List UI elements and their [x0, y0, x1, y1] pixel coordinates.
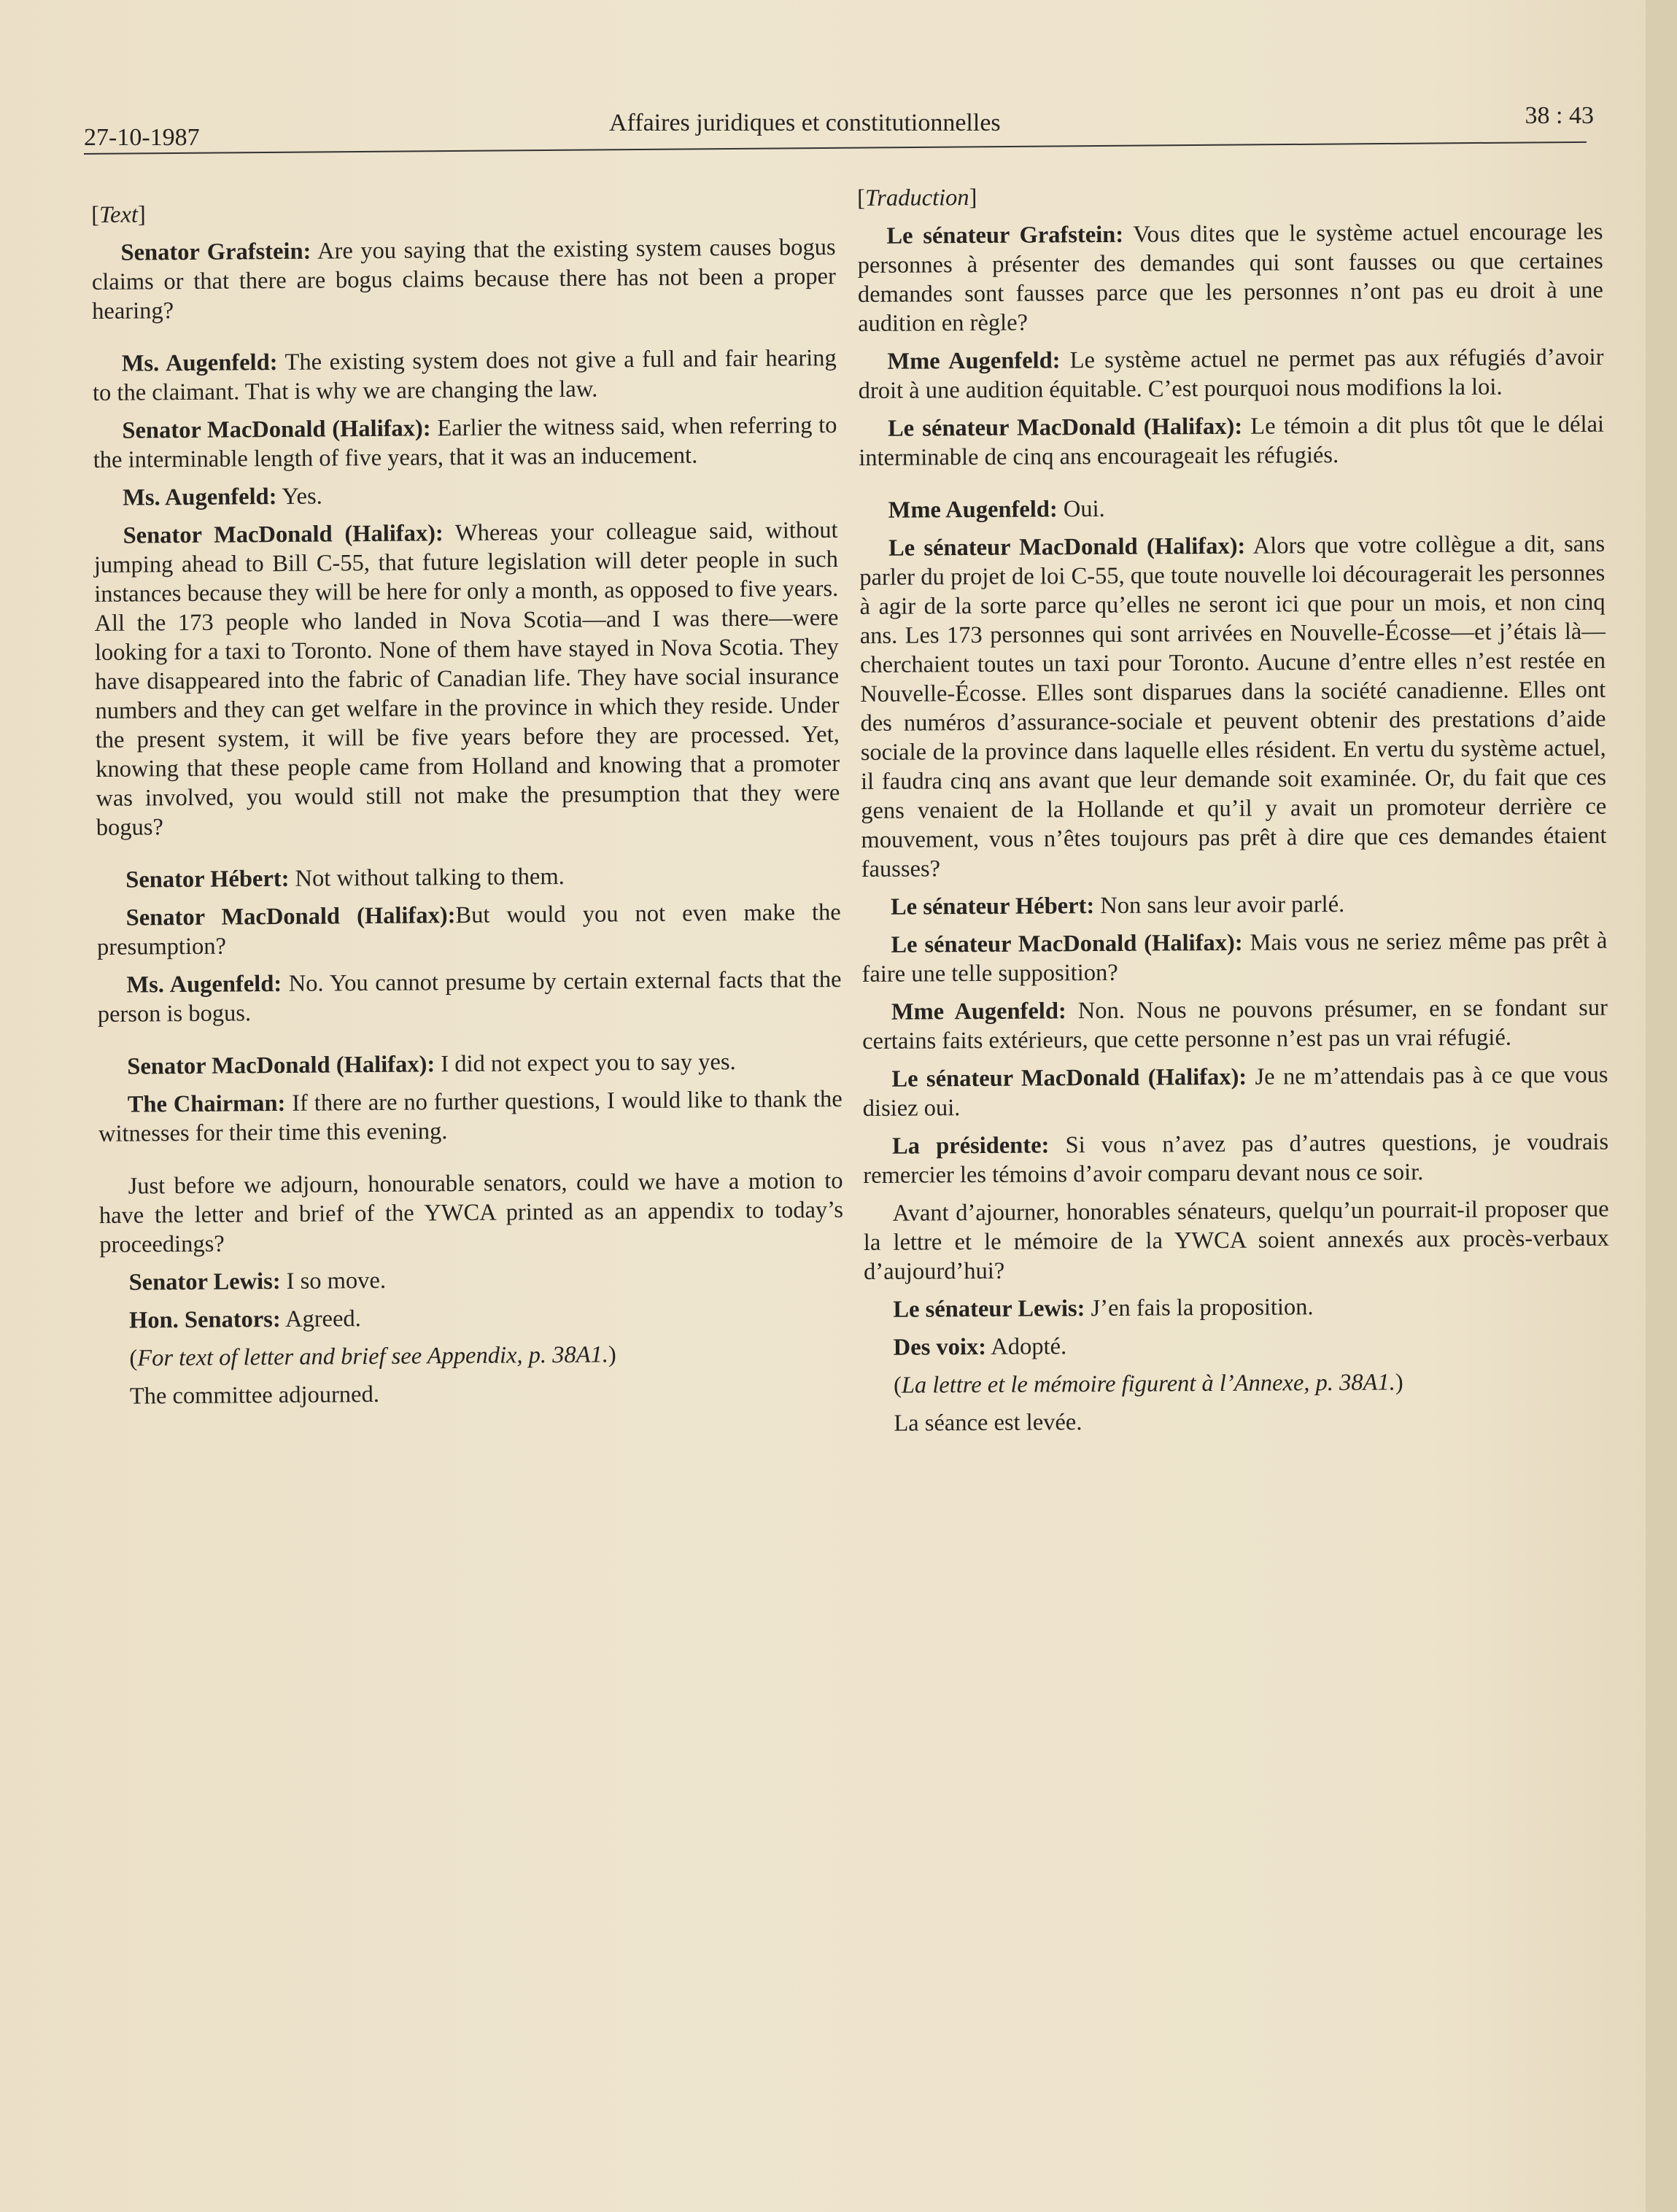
speech-text: Earlier the witness said, when referring to the interminable length of five years, that it was an inducement. — [93, 411, 837, 473]
left-column-english — [91, 195, 845, 1420]
speaker-name: Ms. Augenfeld: — [121, 349, 278, 377]
speaker-name: Le sénateur MacDonald (Halifax): — [887, 413, 1243, 442]
transcript-entry — [97, 965, 842, 1029]
transcript-entry — [863, 1128, 1608, 1190]
speech-text: Adopté. — [985, 1333, 1067, 1360]
transcript-entry — [859, 492, 1605, 525]
speaker-name: Des voix: — [893, 1333, 987, 1361]
speaker-name: La présidente: — [891, 1132, 1050, 1160]
right-column-french — [857, 179, 1611, 1447]
speech-text: Whereas your colleague said, without jumping ahead to Bill C-55, that future legislation will deter people in such instances because they will be here for only a month, as opposed to five years. All the 173 people who landed in Nova Scotia—and I was there—were looking for a taxi to Toronto. None of them have stayed in Nova Scotia. They have disappeared into the fabric of Canadian life. They have social insurance numbers and they can get welfare in the province in which they reside. Under the present system, it will be five years before they are processed. Yet, knowing that these people came from Holland and knowing that a promoter was involved, you would still not make the presumption that they were bogus? — [93, 516, 840, 841]
speech-text: Je ne m’attendais pas à ce que vous disiez oui. — [862, 1061, 1608, 1122]
transcript-entry — [96, 860, 840, 895]
header-date: 27-10-1987 — [84, 124, 200, 151]
section-label: [Text] — [91, 201, 146, 228]
speaker-name: Senator Grafstein: — [120, 238, 311, 266]
transcript-entry — [862, 993, 1608, 1056]
transcript-entry — [100, 1300, 844, 1335]
speaker-name: Le sénateur Lewis: — [893, 1295, 1085, 1323]
appendix-note: (For text of letter and brief see Appendix, p. 38A1.) — [129, 1341, 616, 1372]
speaker-name: Senator MacDonald (Halifax): — [125, 902, 456, 931]
transcript-entry — [98, 1047, 842, 1082]
transcript-entry — [859, 529, 1607, 884]
speaker-name: Le sénateur MacDonald (Halifax): — [891, 929, 1243, 958]
speaker-name: Mme Augenfeld: — [887, 347, 1061, 375]
transcript-entry — [98, 1084, 843, 1149]
section-label: [Traduction] — [857, 184, 977, 212]
speech-text: Mais vous ne seriez même pas prêt à faire une telle supposition? — [861, 927, 1608, 987]
speaker-name: Senator MacDonald (Halifax): — [127, 1051, 435, 1080]
speech-text: Alors que votre collègue a dit, sans parler du projet de loi C-55, que toute nouvelle loi découragerait les personnes à agir de la sorte parce qu’elles ne seront ici que pour un mois, et non cinq ans. Les 173 personnes qui sont arrivées en Nouvelle-Écosse—et j’étais là—cherchaient toutes un taxi pour Toronto. Aucune d’entre elles n’est restée en Nouvelle-Écosse. Elles sont disparues dans la société canadienne. Elles ont des numéros d’assurance-sociale et peuvent obtenir des prestations d’aide sociale de la province dans laquelle elles résident. En vertu du système actuel, il faudra cinq ans avant que leur demande soit examinée. Or, du fait que ces gens venaient de la Hollande et qu’il y avait un promoteur derrière ce mouvement, vous n’êtes toujours pas prêt à dire que ces demandes étaient fausses? — [859, 530, 1607, 882]
speech-text: Le témoin a dit plus tôt que le délai interminable de cinq ans encourageait les réfugiés. — [859, 411, 1605, 471]
transcript-entry — [862, 1060, 1608, 1123]
transcript-entry — [864, 1329, 1610, 1362]
speaker-name: Le sénateur MacDonald (Halifax): — [888, 532, 1246, 562]
speech-text: Non. Nous ne pouvons présumer, en se fondant sur certains faits extérieurs, que cette personne n’est pas un vrai réfugié. — [862, 994, 1608, 1055]
speaker-name: The Chairman: — [127, 1090, 286, 1118]
transcript-entry — [93, 478, 837, 513]
speaker-name: Le sénateur Hébert: — [890, 893, 1095, 920]
transcript-entry — [864, 1195, 1610, 1287]
speech-text: Agreed. — [280, 1305, 361, 1333]
transcript-entry — [93, 516, 840, 842]
speaker-name: Mme Augenfeld: — [891, 998, 1066, 1025]
transcript-entry — [93, 344, 837, 408]
speaker-name: Ms. Augenfeld: — [126, 970, 282, 998]
speech-text: Vous dites que le système actuel encourage les personnes à présenter des demandes qui sont fausses ou que certaines demandes sont fausses parce que les personnes n’ont pas eu droit à une audition en règle? — [857, 218, 1604, 337]
speech-text: No. You cannot presume by certain external facts that the person is bogus. — [97, 966, 842, 1028]
transcript-entry — [864, 1291, 1609, 1324]
speech-text: But would you not even make the presumption? — [96, 899, 841, 961]
transcript-entry — [97, 898, 842, 962]
header-title: Affaires juridiques et constitutionnelles — [609, 109, 1001, 136]
transcript-entry — [91, 233, 836, 326]
speaker-name: Hon. Senators: — [128, 1306, 281, 1334]
transcript-entry — [858, 343, 1603, 405]
speech-text: Oui. — [1057, 495, 1105, 523]
page-edge — [1646, 0, 1677, 2212]
speech-text: Yes. — [276, 483, 322, 511]
speech-text: I so move. — [280, 1267, 387, 1295]
speaker-name: Mme Augenfeld: — [888, 496, 1058, 524]
transcript-entry — [99, 1262, 843, 1297]
speech-text: Si vous n’avez pas d’autres questions, je voudrais remercier les témoins d’avoir comparu devant nous ce soir. — [863, 1128, 1609, 1189]
speech-text: Avant d’ajourner, honorables sénateurs, quelqu’un pourrait-il proposer que la lettre et le mémoire de la YWCA soient annexés aux procès-verbaux d’aujourd’hui? — [863, 1195, 1609, 1285]
closing-line: The committee adjourned. — [129, 1381, 380, 1410]
speech-text: Le système actuel ne permet pas aux réfugiés d’avoir droit à une audition équitable. C’est pourquoi nous modifions la loi. — [858, 344, 1604, 404]
speaker-name: Senator Hébert: — [125, 865, 290, 893]
speaker-name: Le sénateur Grafstein: — [886, 221, 1124, 249]
speech-text: Are you saying that the existing system causes bogus claims or that there are bogus claims because there has not been a proper hearing? — [91, 233, 836, 325]
speaker-name: Senator MacDonald (Halifax): — [123, 520, 444, 549]
speaker-name: Senator MacDonald (Halifax): — [122, 415, 431, 444]
transcript-entry — [859, 410, 1604, 473]
closing-line: La séance est levée. — [894, 1409, 1083, 1437]
speech-text: J’en fais la proposition. — [1085, 1294, 1314, 1322]
speech-text: If there are no further questions, I would like to thank the witnesses for their time this evening. — [98, 1085, 843, 1147]
speech-text: Non sans leur avoir parlé. — [1094, 890, 1345, 920]
speech-text: Just before we adjourn, honourable senators, could we have a motion to have the letter and brief of the YWCA printed as an appendix to today’s proceedings? — [98, 1167, 844, 1258]
speech-text: The existing system does not give a full and fair hearing to the claimant. That is why we are changing the law. — [92, 344, 837, 406]
speaker-name: Senator Lewis: — [128, 1268, 281, 1296]
speech-text: I did not expect you to say yes. — [435, 1049, 736, 1078]
transcript-entry — [98, 1166, 843, 1260]
transcript-entry — [861, 888, 1607, 922]
header-page-number: 38 : 43 — [1525, 102, 1594, 129]
speaker-name: Le sénateur MacDonald (Halifax): — [891, 1063, 1247, 1093]
transcript-entry — [93, 411, 837, 475]
speech-text: Not without talking to them. — [289, 863, 565, 892]
transcript-entry — [857, 217, 1603, 338]
speaker-name: Ms. Augenfeld: — [123, 484, 277, 511]
appendix-note: (La lettre et le mémoire figurent à l’Annexe, p. 38A1.) — [893, 1369, 1403, 1399]
transcript-entry — [861, 926, 1607, 989]
